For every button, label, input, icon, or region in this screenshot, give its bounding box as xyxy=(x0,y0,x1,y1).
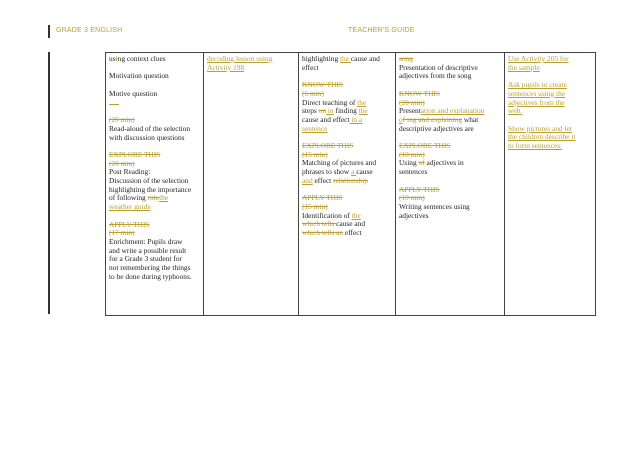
time-label: (20 min) xyxy=(399,97,425,107)
time-label: (10 min) xyxy=(399,149,425,159)
table-row xyxy=(106,53,596,316)
header-margin-rule xyxy=(48,25,50,38)
time-label: (20 min) xyxy=(109,115,135,125)
cause-effect-cell: highlighting the cause and effect KNOW THIS (5 min) Direct teaching of the steps on in finding the cause and effect in a sentence EXPLORE THIS (15 min) Matching of pictures and phrases to show a cause and effect relationship APPLY THIS (15 min) Identification of the which tells cause and which tells an effect xyxy=(299,53,396,316)
section-heading-apply: APPLY THIS xyxy=(399,184,440,194)
time-label: (15 min) xyxy=(302,201,328,211)
notes-cell: Use Activity 205 for the sample Ask pupils to create sentences using the adjectives from the web. Show pictures and let the children describe it to form sentences. xyxy=(505,53,596,316)
time-label: (17 min) xyxy=(109,228,135,238)
section-heading-know: KNOW THIS xyxy=(302,80,343,90)
header-guide-label: TEACHER'S GUIDE xyxy=(348,27,415,34)
lesson-plan-table xyxy=(105,52,596,316)
section-heading-explore: EXPLORE THIS xyxy=(302,141,354,150)
time-label: (5 min) xyxy=(302,88,324,98)
time-label: (20 min) xyxy=(109,158,135,168)
motivation-line: Motivation question xyxy=(109,71,169,81)
section-heading-apply: APPLY THIS xyxy=(302,193,343,203)
time-label: (10 min) xyxy=(399,193,425,203)
change-bar xyxy=(48,52,50,314)
procedure-cell: using context clues Motivation question Motive question (20 min) Read-aloud of the selection with discussion questions EXPLORE THIS (20 min) Post Reading: Discussion of the selection highlighting the importance of following rulethe weather guide APPLY THIS (17 min) Enrichment: Pupils draw and write a possible result for a Grade 3 student for not remembering the things to be done during typhoons. xyxy=(106,53,204,316)
inserted-object-marker xyxy=(109,98,119,105)
section-heading-know: KNOW THIS xyxy=(399,88,440,98)
adjectives-cell: song Presentation of descriptive adjectives from the song KNOW THIS (20 min) Presentation and explanation of ing and explaining what descriptive adjectives are EXPLORE THIS (10 min) Using of adjectives in sentences APPLY THIS (10 min) Writing sentences using adjectives xyxy=(396,53,505,316)
section-heading-explore: EXPLORE THIS xyxy=(399,141,451,150)
time-label: (15 min) xyxy=(302,149,328,159)
header-grade-label: GRADE 3 ENGLISH xyxy=(56,27,123,34)
materials-cell: decoding lesson using Activity 198 xyxy=(204,53,299,316)
section-heading-apply: APPLY THIS xyxy=(109,219,150,229)
section-heading-explore: EXPLORE THIS xyxy=(109,149,161,159)
motive-question-line: Motive question xyxy=(109,88,158,98)
